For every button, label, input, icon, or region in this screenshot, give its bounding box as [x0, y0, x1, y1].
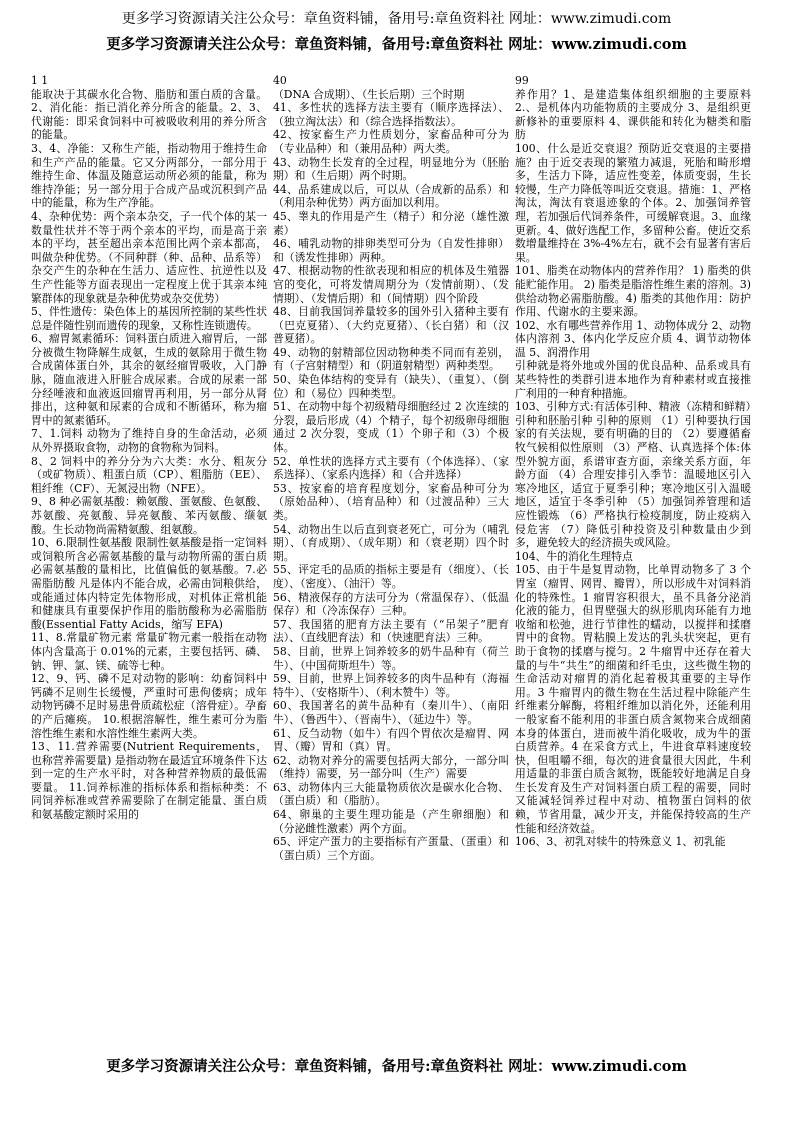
paragraph: 60、我国著名的黄牛品种有（秦川牛）、（南阳牛）、（鲁西牛）、（晋南牛）、（延边牛）等。: [273, 699, 509, 726]
paragraph: 54、动物出生以后直到衰老死亡，可分为（哺乳期）、（育成期）、（成年期）和（衰老期）四个时期。: [273, 522, 509, 563]
paragraph: 41、多性状的选择方法主要有（顺序选择法）、（独立淘汰法）和（综合选择指数法）。: [273, 101, 509, 128]
paragraph: 64、卵巢的主要生理功能是（产生卵细胞）和（分泌雌性激素）两个方面。: [273, 808, 509, 835]
paragraph: 5、伴性遗传：染色体上的基因所控制的某些性状总是伴随性别而遗传的现象，又称性连锁遗传。: [31, 305, 267, 332]
paragraph: 105、由于牛是复胃动物，比单胃动物多了 3 个胃室（瘤胃、网胃、瓣胃），所以形成牛对饲料消化的特殊性。1 瘤胃容积很大，虽不具备分泌消化液的能力，但胃壁强大的纵形肌肉环能有力地收缩和松弛，进行节律性的蠕动，以搅拌和揉磨胃中的食物。胃粘膜上发达的乳头状突起，更有助于食物的揉磨与搅匀。2 牛瘤胃中还存在着大量的与牛“共生”的细菌和纤毛虫，这些微生物的生命活动对瘤胃的消化起着极其重要的主导作用。3 牛瘤胃内的微生物在生活过程中除能产生纤维素分解酶，将粗纤维加以消化外，还能利用一般家畜不能利用的非蛋白质含氮物来合成细菌本身的体蛋白，进而被牛消化吸收，成为牛的蛋白质营养。4 在采食方式上，牛进食草料速度较快，但咀嚼不细，每次的进食量很大因此，牛利用适量的非蛋白质含氮物，既能较好地满足自身生长发育及生产对饲料蛋白质工程的需要，同时又能减轻饲养过程中对动、植物蛋白饲料的依赖，节省用量，减少开支，并能保持较高的生产性能和经济效益。: [515, 563, 751, 835]
paragraph: 55、评定毛的品质的指标主要是有（细度）、（长度）、（密度）、（油汗）等。: [273, 563, 509, 590]
header-bold-line: 更多学习资源请关注公众号：章鱼资料铺，备用号:章鱼资料社 网址：www.zimudi.com: [106, 36, 687, 53]
paragraph: 103、引种方式:有活体引种、精液（冻精和鲜精）引种和胚胎引种 引种的原则 （1）引种要执行国家的有关法规，要有明确的目的 （2）要遵循畜牧气候相似性原则 （3）严格、认真选择个体:体型外貌方面，系谱审查方面，亲缘关系方面，年龄方面 （4）合理安排引入季节：温暖地区引入寒冷地区，适宜于夏季引种；寒冷地区引入温暖地区，适宜于冬季引种 （5）加强饲养管理和适应性锻炼 （6）严格执行检疫制度，防止疫病入侵危害 （7）降低引种投资及引种数量由少到多，避免较大的经济损失或风险。: [515, 400, 751, 550]
paragraph: 56、精液保存的方法可分为（常温保存）、（低温保存）和（冷冻保存）三种。: [273, 590, 509, 618]
paragraph: 3、4、净能：又称生产能，指动物用于维持生命和生产产品的能量。它又分两部分，一部分用于维持生命、体温及随意运动所必须的能量，称为维持净能；另一部分用于合成产品或沉积到产品中的能量，称为生产净能。: [31, 141, 267, 210]
paragraph: 12、9、钙、磷不足对动物的影响：幼畜饲料中钙磷不足则生长缓慢，严重时可患佝偻病；成年动物钙磷不足时易患骨质疏松症（溶骨症）。孕畜的产后瘫痪。 10.根据溶解性，维生素可分为脂溶性维生素和水溶性维生素两大类。: [31, 672, 267, 740]
footer-watermark-line: 更多学习资源请关注公众号：章鱼资料铺，备用号:章鱼资料社 网址：www.zimudi.com: [106, 1058, 687, 1075]
paragraph: 4、杂种优势：两个亲本杂交，子一代个体的某一数量性状并不等于两个亲本的平均，而是高于亲本的平均，甚至超出亲本范围比两个亲本都高，叫做杂种优势。（不同种群（种、品种、品系等）杂交产生的杂种在生活力、适应性、抗逆性以及生产性能等方面表现出一定程度上优于其亲本纯繁群体的现象就是杂种优势或杂交优势）: [31, 209, 267, 305]
paragraph: 46、哺乳动物的排卵类型可分为（自发性排卵）和（诱发性排卵）两种。: [273, 237, 509, 264]
paragraph: 99: [515, 74, 529, 87]
header-watermark-line: 更多学习资源请关注公众号：章鱼资料铺，备用号:章鱼资料社 网址：www.zimudi.com: [121, 11, 672, 27]
paragraph: 51、在动物中每个初级精母细胞经过 2 次连续的分裂，最后形成（4）个精子，每个初级卵母细胞通过 2 次分裂，变成（1）个卵子和（3）个极体。: [273, 400, 509, 455]
paragraph: 13、11.营养需要(Nutrient Requirements，也称营养需要量) 是指动物在最适宜环境条件下达到一定的生产水平时，对各种营养物质的最低需要量。 11.饲养标准的指标体系和指标种类：不同饲养标准或营养需要除了在制定能量、蛋白质和氨基酸定额时采用的: [31, 740, 267, 822]
paragraph: 59、目前，世界上饲养较多的肉牛品种有（海福特牛）、（安格斯牛）、（利木赞牛）等。: [273, 672, 509, 699]
paragraph: 102、水有哪些营养作用 1、动物体成分 2、动物体内溶剂 3、体内化学反应介质 4、调节动物体温 5、润滑作用: [515, 318, 751, 359]
paragraph: 1 1: [31, 74, 49, 87]
paragraph: 养作用？1、是建造集体组织细胞的主要原料 2.、是机体内功能物质的主要成分 3、是组织更新修补的重要原料 4、课供能和转化为糖类和脂肪: [515, 87, 751, 142]
text-column-right: [515, 74, 751, 1054]
paragraph: 11、8.常量矿物元素 常量矿物元素一般指在动物体内含量高于 0.01%的元素，主要包括钙、磷、钠、钾、氯、镁、硫等七种。: [31, 631, 267, 672]
paragraph: 49、动物的射精部位因动物种类不同而有差别，有（子宫射精型）和（阴道射精型）两种类型。: [273, 345, 509, 373]
paragraph: 106、3、初乳对犊牛的特殊意义 1、初乳能: [515, 835, 726, 849]
paragraph: 61、反刍动物（如牛）有四个胃依次是瘤胃、网胃、（瓣）胃和（真）胃。: [273, 726, 509, 754]
paragraph: 52、单性状的选择方式主要有（个体选择）、（家系选择）、（家系内选择）和（合并选择）: [273, 454, 509, 482]
paragraph: 104、牛的消化生理特点: [515, 549, 633, 563]
paragraph: 101、脂类在动物体内的营养作用？ 1) 脂类的供能贮能作用。 2) 脂类是脂溶性维生素的溶剂。3) 供给动物必需脂肪酸。4) 脂类的其他作用：防护作用、代谢水的主要来源。: [515, 264, 751, 319]
paragraph: 引种就是将外地或外国的优良品种、品系或具有某些特性的类群引进本地作为育种素材或直接推广利用的一种育种措施。: [515, 359, 751, 400]
paragraph: 45、睾丸的作用是产生（精子）和分泌（雄性激素）: [273, 209, 509, 237]
paragraph: （DNA 合成期）、（生长后期）三个时期: [273, 87, 465, 101]
paragraph: 42、按家畜生产力性质划分，家畜品种可分为（专业品种）和（兼用品种）两大类。: [273, 128, 509, 155]
paragraph: 6、瘤胃氮素循环：饲料蛋白质进入瘤胃后，一部分被微生物降解生成氨，生成的氨除用于微生物合成菌体蛋白外，其余的氨经瘤胃吸收，入门静脉，随血液进入肝脏合成尿素。合成的尿素一部分经唾液和血液返回瘤胃再利用，另一部分从肾排出，这种氨和尿素的合成和不断循环，称为瘤胃中的氮素循环。: [31, 332, 267, 427]
paragraph: 能取决于其碳水化合物、脂肪和蛋白质的含量。2、消化能：指已消化养分所含的能量。2、3、代谢能：即采食饲料中可被吸收利用的养分所含的能量。: [31, 87, 267, 142]
text-column-left: [31, 74, 267, 1054]
paragraph: 100、什么是近交衰退？预防近交衰退的主要措施？由于近交表现的繁殖力减退，死胎和畸形增多，生活力下降，适应性变差，体质变弱，生长较慢，生产力降低等叫近交衰退。措施：1、严格淘汰，淘汰有衰退迹象的个体。2、加强饲养管理，若加强后代饲养条件，可缓解衰退。3、血缘更新。4、做好选配工作，多留种公畜。使近交系数增量维持在 3%-4%左右，就不会有显著有害后果。: [515, 141, 751, 264]
paragraph: 50、染色体结构的变异有（缺失）、（重复）、（倒位）和（易位）四种类型。: [273, 373, 509, 400]
paragraph: 43、动物生长发育的全过程，明显地分为（胚胎期）和（生后期）两个时期。: [273, 155, 509, 183]
paragraph: 53、按家畜的培育程度划分，家畜品种可分为（原始品种）、（培育品种）和（过渡品种）三大类。: [273, 481, 509, 522]
paragraph: 57、我国猪的肥育方法主要有（“吊架子”肥育法）、（直线肥育法）和（快速肥育法）三种。: [273, 617, 509, 645]
paragraph: 8、2 饲料中的养分分为六大类：水分、粗灰分（或矿物质）、粗蛋白质（CP）、粗脂肪（EE）、粗纤维（CF）、无氮浸出物（NFE）。: [31, 454, 267, 495]
paragraph: 63、动物体内三大能量物质依次是碳水化合物、（蛋白质）和（脂肪）。: [273, 780, 509, 808]
paragraph: 7、1.饲料 动物为了维持自身的生命活动，必须从外界摄取食物，动物的食物称为饲料。: [31, 427, 267, 455]
paragraph: 44、品系建成以后，可以从（合成新的品系）和（利用杂种优势）两方面加以利用。: [273, 182, 509, 210]
paragraph: 9、8 种必需氨基酸：赖氨酸、蛋氨酸、色氨酸、苏氨酸、亮氨酸、异亮氨酸、苯丙氨酸、缬氨酸。生长动物尚需精氨酸、组氨酸。: [31, 495, 267, 536]
paragraph: 40: [273, 74, 287, 87]
paragraph: 48、目前我国饲养量较多的国外引入猪种主要有（巴克夏猪）、（大约克夏猪）、（长白猪）和（汉普夏猪）。: [273, 305, 509, 346]
paragraph: 62、动物对养分的需要包括两大部分，一部分叫（维持）需要，另一部分叫（生产）需要: [273, 753, 509, 781]
text-column-middle: [273, 74, 509, 1054]
paragraph: 65、评定产蛋力的主要指标有产蛋量、（蛋重）和（蛋白质）三个方面。: [273, 835, 509, 862]
paragraph: 58、目前，世界上饲养较多的奶牛品种有（荷兰牛）、（中国荷斯坦牛）等。: [273, 644, 509, 672]
paragraph: 47、根据动物的性欲表现和相应的机体及生殖器官的变化，可将发情周期分为（发情前期）、（发情期）、（发情后期）和（间情期）四个阶段: [273, 264, 509, 305]
paragraph: 10、6.限制性氨基酸 限制性氨基酸是指一定饲料或饲粮所含必需氨基酸的量与动物所需的蛋白质必需氨基酸的量相比，比值偏低的氨基酸。7.必需脂肪酸 凡是体内不能合成，必需由饲粮供给，或能通过体内特定先体物形成，对机体正常机能和健康具有重要保护作用的脂肪酸称为必需脂肪酸(Essential Fatty Acids，缩写 EFA): [31, 536, 267, 631]
